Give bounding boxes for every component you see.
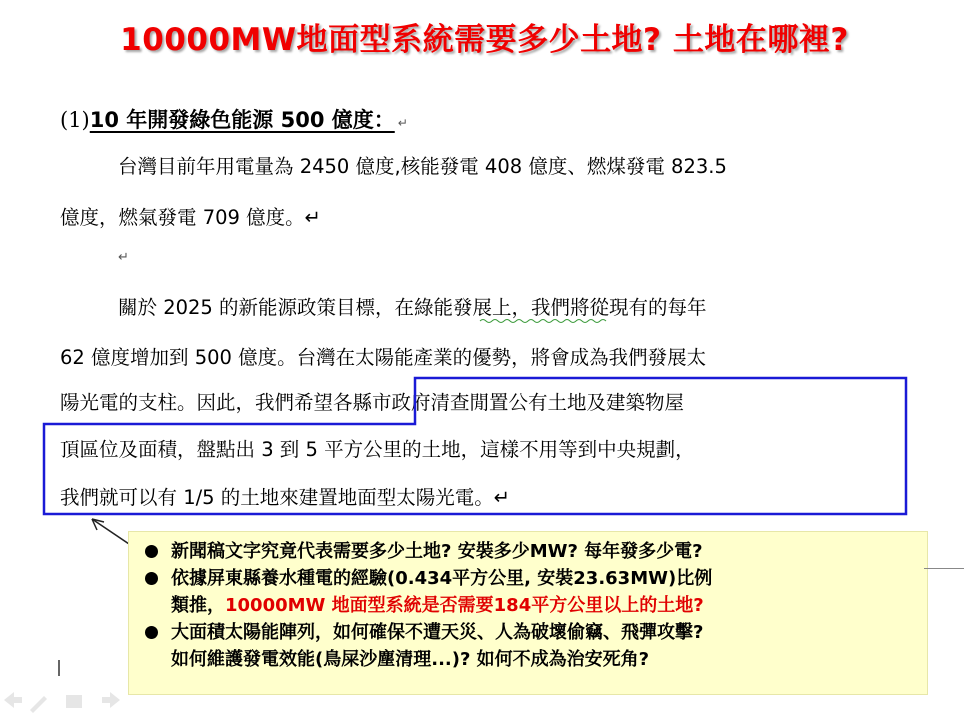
doc-line-6: 陽光電的支柱。因此，我們希望各縣市政府清查閒置公有土地及建築物屋 xyxy=(60,391,685,414)
doc-line-1: 台灣目前年用電量為 2450 億度,核能發電 408 億度、燃煤發電 823.5 xyxy=(118,155,727,178)
page-edge-line xyxy=(924,568,964,569)
doc-line-3: ↵ xyxy=(118,250,129,265)
callout-arrow xyxy=(92,519,132,546)
doc-line-5: 62 億度增加到 500 億度。台灣在太陽能產業的優勢，將會成為我們發展太 xyxy=(60,346,707,369)
heading-text: 10 年開發綠色能源 500 億度： xyxy=(89,108,395,132)
cursor-mark xyxy=(58,660,60,676)
slideshow-toolbar-icons[interactable] xyxy=(0,686,150,716)
note-item-2 xyxy=(139,565,921,619)
doc-line-2: 億度，燃氣發電 709 億度。↵ xyxy=(60,206,321,229)
bullet-icon xyxy=(145,545,158,558)
bullet-icon xyxy=(145,572,158,585)
note-item-2-line-2-prefix: 類推， xyxy=(171,595,225,616)
slide-title: 10000MW地面型系統需要多少土地? 土地在哪裡? xyxy=(120,22,849,58)
doc-line-7: 頂區位及面積，盤點出 3 到 5 平方公里的土地，這樣不用等到中央規劃， xyxy=(60,438,695,461)
note-box xyxy=(128,531,928,695)
doc-line-8: 我們就可以有 1/5 的土地來建置地面型太陽光電。↵ xyxy=(60,486,511,509)
menu-icon xyxy=(66,695,82,708)
paragraph-mark-icon: ↵ xyxy=(397,116,408,130)
callout-arrow-head xyxy=(92,519,104,530)
note-item-2-highlight: 10000MW 地面型系統是否需要184平方公里以上的土地? xyxy=(225,595,704,616)
back-arrow-icon xyxy=(4,692,22,708)
heading-number: (1) xyxy=(60,108,90,132)
note-item-1-text: 新聞稿文字究竟代表需要多少土地? 安裝多少MW? 每年發多少電? xyxy=(171,541,703,562)
note-item-3-line-2: 如何維護發電效能(鳥屎沙塵清理...)? 如何不成為治安死角? xyxy=(171,649,650,670)
note-item-3 xyxy=(139,619,921,673)
slideshow-toolbar[interactable] xyxy=(0,686,150,716)
note-item-1 xyxy=(139,538,921,565)
note-item-3-line-1: 大面積太陽能陣列，如何確保不遭天災、人為破壞偷竊、飛彈攻擊? xyxy=(171,622,704,643)
section-heading xyxy=(60,104,408,134)
forward-arrow-icon xyxy=(102,692,120,708)
note-item-2-line-1: 依據屏東縣養水種電的經驗(0.434平方公里, 安裝23.63MW)比例 xyxy=(171,568,713,589)
bullet-icon xyxy=(145,626,158,639)
doc-line-4: 關於 2025 的新能源政策目標，在綠能發展上，我們將從現有的每年 xyxy=(118,296,707,319)
pen-icon xyxy=(30,696,47,713)
